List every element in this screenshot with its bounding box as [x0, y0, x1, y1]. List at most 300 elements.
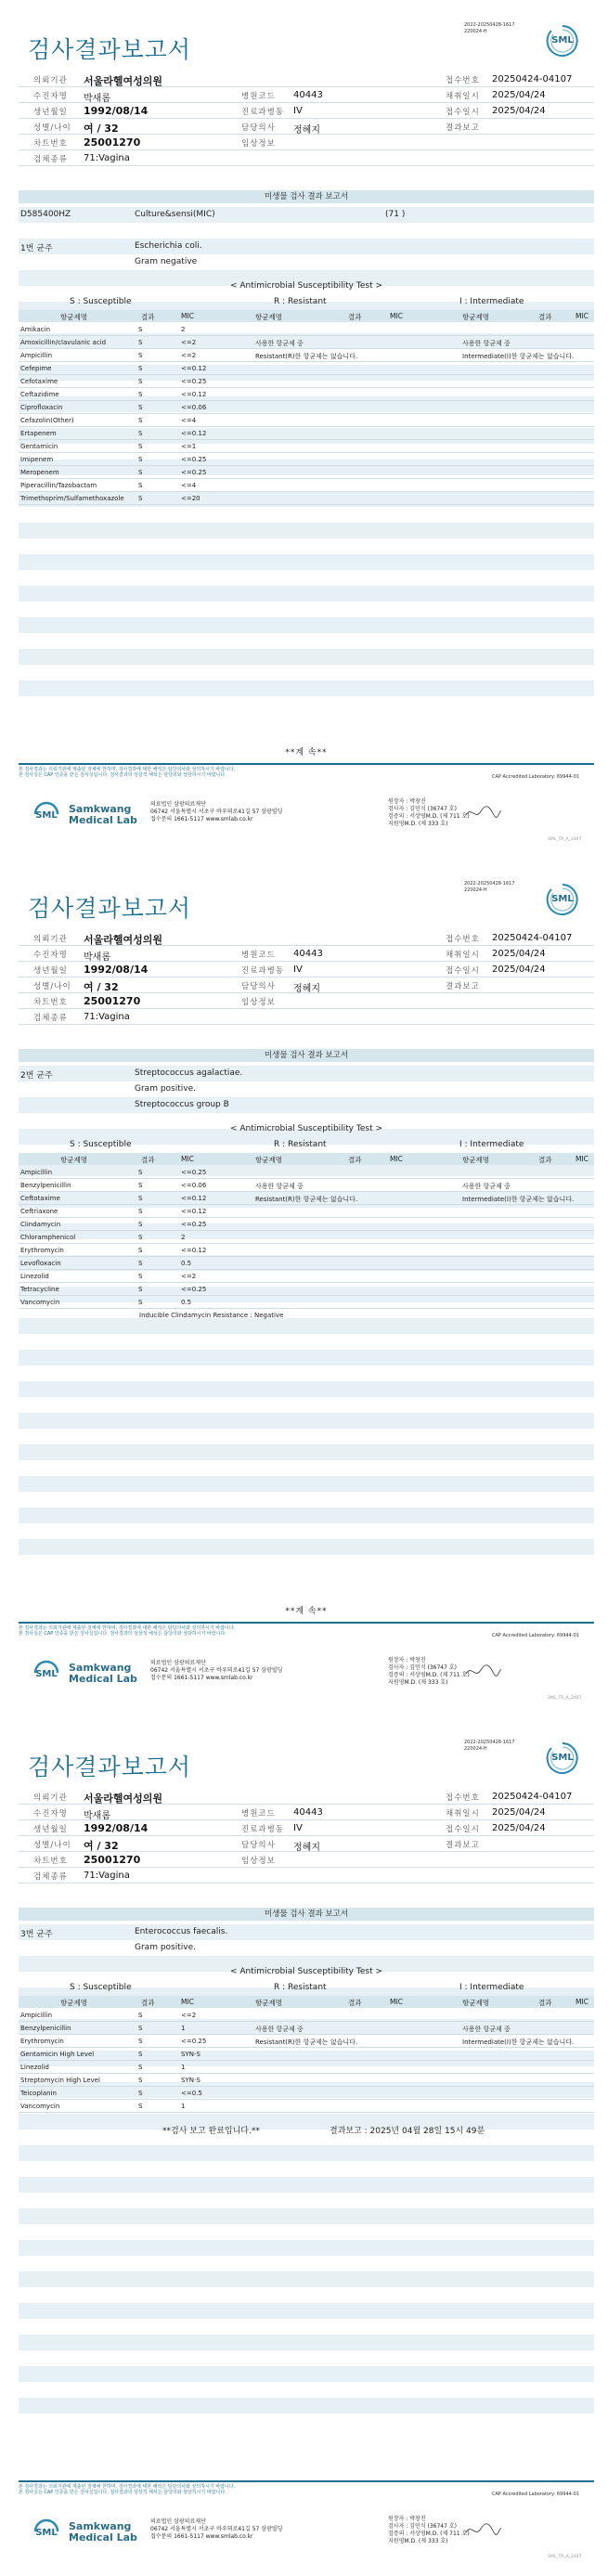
drug-mic: <=0.25	[181, 456, 207, 463]
col-result: 결과	[348, 1999, 362, 2007]
drug-mic: <=2	[181, 2012, 197, 2019]
patient-row	[19, 1805, 594, 1820]
drug-name: Ampicillin	[20, 1169, 53, 1176]
stripe-row	[19, 1413, 594, 1429]
drug-mic: <=0.12	[181, 430, 207, 437]
stripe-row	[19, 2287, 594, 2303]
caution-note	[19, 767, 235, 778]
value-collected: 2025/04/24	[492, 949, 546, 959]
stripe-row	[19, 2161, 594, 2177]
test-code: D585400HZ	[20, 210, 71, 219]
drug-result: S	[138, 456, 143, 463]
value-dept: IV	[293, 1823, 303, 1833]
patient-row	[19, 1009, 594, 1025]
col-result: 결과	[141, 1156, 155, 1164]
label-institution: 의뢰기관	[33, 1793, 68, 1803]
doctor-line: 원장자 : 박창진	[388, 1657, 426, 1663]
drug-result: S	[138, 2012, 143, 2019]
drug-mic: 2	[181, 326, 186, 333]
drug-name: Cefepime	[20, 365, 52, 372]
drug-name: Benzylpenicillin	[20, 1182, 71, 1189]
print-info-line: 2022-20250428-1617	[464, 881, 515, 887]
drug-row	[19, 2022, 594, 2035]
drug-row	[19, 1192, 594, 1205]
drug-name: Linezolid	[20, 1273, 49, 1280]
doctor-line: 지원영M.D. (제 333 호)	[388, 2538, 448, 2544]
value-name: 박새롬	[84, 952, 110, 963]
stripe-row	[19, 665, 594, 680]
form-code: SML_TR_A_2407	[548, 2555, 582, 2559]
ast-column-header	[19, 1153, 594, 1165]
address-line: 의료법인 삼광의료재단	[150, 2518, 206, 2525]
print-info	[464, 1740, 515, 1753]
report-title: 검사결과보고서	[28, 36, 192, 63]
col-result: 결과	[538, 1156, 552, 1164]
signing-doctors	[388, 2516, 470, 2545]
label-collected: 채취일시	[446, 951, 480, 960]
drug-row	[19, 349, 594, 362]
stripe-row	[19, 1460, 594, 1476]
patient-row	[19, 1852, 594, 1868]
report-page	[0, 0, 608, 859]
caution-line: 본 검사실은 CAP 인증을 받은 검사실입니다. 검사결과의 임상적 해석은 담당의와 상담하시기 바랍니다.	[19, 1631, 226, 1637]
isolate-label: 1번 균주	[20, 244, 53, 253]
no-resistant-note: 사용한 항균제 중	[255, 340, 304, 347]
value-received: 2025/04/24	[492, 964, 546, 975]
final-mark: **검사 보고 완료입니다.**	[162, 2127, 260, 2136]
drug-name: Gentamicin High Level	[20, 2051, 95, 2058]
stripe-row	[19, 1429, 594, 1444]
drug-result: S	[138, 1169, 143, 1176]
drug-result: S	[138, 1182, 143, 1189]
stripe-row	[19, 633, 594, 649]
drug-mic: <=0.25	[181, 1221, 207, 1228]
value-sex_age: 여 / 32	[84, 123, 119, 135]
drug-name: Piperacillin/Tazobactam	[20, 482, 97, 489]
print-info-line: 220024-H	[464, 29, 487, 34]
print-info-line: 2022-20250428-1617	[464, 1740, 515, 1745]
label-chart_no: 차트번호	[33, 998, 68, 1007]
drug-mic: <=0.06	[181, 404, 207, 411]
ast-column-header	[19, 1996, 594, 2008]
label-accession: 접수번호	[446, 935, 480, 944]
legend-susceptible: S : Susceptible	[70, 297, 132, 306]
stripe-row	[19, 2256, 594, 2272]
value-specimen: 71:Vagina	[84, 153, 130, 163]
no-resistant-note: 사용한 항균제 중	[255, 1183, 304, 1190]
patient-row	[19, 1789, 594, 1805]
caution-line: 본 검사결과는 의뢰기관에 제출된 검체에 한하며, 검사결과에 대한 해석은 담당의사와 상의하시기 바랍니다.	[19, 1625, 236, 1631]
drug-result: S	[138, 326, 143, 333]
value-chart_no: 25001270	[84, 136, 141, 149]
value-institution: 서울라헬여성의원	[84, 934, 163, 946]
drug-mic: <=0.12	[181, 1247, 207, 1254]
label-collected: 채취일시	[446, 92, 480, 101]
stripe-row	[19, 2129, 594, 2145]
drug-row	[19, 414, 594, 427]
drug-mic: 2	[181, 1234, 186, 1241]
legend-intermediate: I : Intermediate	[459, 297, 524, 306]
drug-name: Tetracycline	[20, 1286, 59, 1293]
drug-mic: SYN-S	[181, 2077, 201, 2084]
label-accession: 접수번호	[446, 1793, 480, 1803]
signature-icon	[464, 1661, 503, 1685]
col-result: 결과	[348, 1156, 362, 1164]
sml-logo-text: SML	[35, 810, 58, 821]
col-drug: 항균제명	[255, 1156, 282, 1164]
sml-logo-text: SML	[35, 2528, 58, 2538]
value-name: 박새롬	[84, 94, 110, 104]
drug-result: S	[138, 2103, 143, 2110]
address-line: 접수문의 1661-5117 www.smlab.co.kr	[150, 816, 253, 822]
address-line: 의료법인 삼광의료재단	[150, 801, 206, 808]
stripe-row	[19, 1523, 594, 1539]
patient-row	[19, 1836, 594, 1852]
stripe-row	[19, 507, 594, 523]
value-dob: 1992/08/14	[84, 1822, 149, 1834]
stripe-row	[19, 1476, 594, 1492]
value-accession: 20250424-04107	[492, 1792, 573, 1802]
lab-address	[150, 2518, 282, 2541]
sml-logo-text: SML	[551, 35, 574, 45]
legend-resistant: R : Resistant	[274, 297, 327, 306]
drug-row	[19, 1205, 594, 1218]
label-hospital_code: 병원코드	[241, 1809, 276, 1819]
drug-name: Vancomycin	[20, 2103, 60, 2110]
value-accession: 20250424-04107	[492, 933, 573, 943]
drug-result: S	[138, 2077, 143, 2084]
stripe-row	[19, 254, 594, 270]
value-sex_age: 여 / 32	[84, 981, 119, 993]
value-dob: 1992/08/14	[84, 964, 149, 976]
drug-name: Teicoplanin	[20, 2090, 57, 2097]
no-resistant-note: Resistant(R)한 항균제는 없습니다.	[255, 1196, 358, 1203]
no-intermediate-note: 사용한 항균제 중	[462, 340, 511, 347]
value-collected: 2025/04/24	[492, 90, 546, 100]
drug-mic: <=0.12	[181, 365, 207, 372]
drug-mic: <=0.25	[181, 469, 207, 476]
stripe-row	[19, 1397, 594, 1413]
legend-resistant: R : Resistant	[274, 1983, 327, 1992]
no-intermediate-note: 사용한 항균제 중	[462, 1183, 511, 1190]
drug-name: Ampicillin	[20, 2012, 53, 2019]
label-reported: 결과보고	[446, 1841, 480, 1850]
patient-row	[19, 946, 594, 962]
no-intermediate-note: Intermediate(I)한 항균제는 없습니다.	[462, 353, 575, 360]
col-mic: MIC	[576, 1998, 589, 2006]
caution-note	[19, 2484, 235, 2495]
drug-name: Meropenem	[20, 469, 59, 476]
drug-mic: <=20	[181, 495, 201, 502]
drug-mic: <=0.12	[181, 1208, 207, 1215]
drug-mic: <=4	[181, 482, 197, 489]
label-clinical: 임상정보	[241, 139, 276, 149]
drug-mic: <=4	[181, 417, 197, 424]
drug-row	[19, 2087, 594, 2100]
value-institution: 서울라헬여성의원	[84, 1793, 163, 1805]
drug-mic: 0.5	[181, 1260, 192, 1267]
stripe-row	[19, 1350, 594, 1366]
caution-line: 본 검사실은 CAP 인증을 받은 검사실입니다. 검사결과의 임상적 해석은 담당의와 상담하시기 바랍니다.	[19, 2490, 226, 2495]
drug-name: Imipenem	[20, 456, 54, 463]
drug-mic: 0.5	[181, 1299, 192, 1306]
drug-name: Erythromycin	[20, 1247, 64, 1254]
value-doctor: 정혜지	[293, 984, 320, 994]
stripe-row	[19, 680, 594, 696]
col-result: 결과	[538, 1999, 552, 2007]
stripe-row	[19, 2382, 594, 2398]
organism-line: Streptococcus group B	[135, 1100, 229, 1109]
drug-name: Cefotaxime	[20, 378, 58, 385]
drug-row	[19, 1179, 594, 1192]
doctor-line: 검사자 : 김민식 (36747 호)	[388, 2523, 457, 2530]
drug-result: S	[138, 339, 143, 346]
drug-row	[19, 375, 594, 388]
cap-accreditation: CAP Accredited Laboratory: 69944-01	[492, 1633, 579, 1638]
drug-name: Ciprofloxacin	[20, 404, 63, 411]
drug-row	[19, 2035, 594, 2048]
print-info	[464, 881, 515, 894]
doctor-line: 검사자 : 김민식 (36747 호)	[388, 1664, 457, 1671]
legend-resistant: R : Resistant	[274, 1140, 327, 1149]
drug-name: Benzylpenicillin	[20, 2025, 71, 2032]
label-received: 접수일시	[446, 1825, 480, 1834]
drug-result: S	[138, 365, 143, 372]
brand-line: Medical Lab	[69, 1673, 137, 1685]
drug-name: Levofloxacin	[20, 1260, 61, 1267]
label-clinical: 임상정보	[241, 1857, 276, 1866]
drug-row	[19, 2061, 594, 2074]
drug-name: Amikacin	[20, 326, 51, 333]
label-name: 수진자명	[33, 951, 68, 960]
drug-name: Streptomycin High Level	[20, 2077, 100, 2084]
value-sex_age: 여 / 32	[84, 1840, 119, 1852]
sml-logo-icon	[32, 2518, 61, 2545]
form-code: SML_TR_A_2407	[548, 837, 582, 842]
drug-result: S	[138, 1299, 143, 1306]
sml-logo-icon	[546, 24, 579, 58]
drug-result: S	[138, 495, 143, 502]
doctor-line: 검증의 : 서상영M.D. (제 711 호)	[388, 1672, 470, 1678]
label-doctor: 담당의사	[241, 1841, 276, 1850]
caution-note	[19, 1625, 235, 1637]
stripe-row	[19, 538, 594, 554]
ast-legend	[19, 1983, 594, 1994]
drug-row	[19, 1283, 594, 1296]
drug-row	[19, 440, 594, 453]
value-doctor: 정혜지	[293, 125, 320, 136]
test-count: (71 )	[385, 210, 406, 219]
brand-name	[69, 804, 137, 826]
drug-mic: <=1	[181, 443, 197, 450]
ast-title: < Antimicrobial Susceptibility Test >	[230, 1124, 382, 1133]
signing-doctors	[388, 1657, 470, 1687]
drug-row	[19, 336, 594, 349]
stripe-row	[19, 1066, 594, 1081]
patient-row	[19, 993, 594, 1009]
drug-name: Ampicillin	[20, 352, 53, 359]
section-title: 미생물 검사 결과 보고서	[19, 1908, 594, 1921]
stripe-row	[19, 2145, 594, 2161]
organism-line: Escherichia coli.	[135, 241, 202, 251]
stripe-row	[19, 1366, 594, 1381]
label-name: 수진자명	[33, 1809, 68, 1819]
signing-doctors	[388, 798, 470, 828]
cap-accreditation: CAP Accredited Laboratory: 69944-01	[492, 2492, 579, 2497]
sml-logo-icon	[546, 1741, 579, 1775]
report-page	[0, 859, 608, 1717]
stripe-row	[19, 1334, 594, 1350]
label-specimen: 검체종류	[33, 155, 68, 164]
organism-line: Gram positive.	[135, 1943, 196, 1952]
stripe-row	[19, 2240, 594, 2256]
inducible-clindamycin-note: Inducible Clindamycin Resistance : Negative	[139, 1312, 284, 1319]
col-mic: MIC	[181, 1998, 194, 2006]
label-sex_age: 성별/나이	[33, 1841, 71, 1850]
stripe-row	[19, 1444, 594, 1460]
col-drug: 항균제명	[462, 1999, 489, 2007]
label-dept: 진료과병동	[241, 966, 285, 976]
ast-title: < Antimicrobial Susceptibility Test >	[230, 281, 382, 291]
stripe-row	[19, 2193, 594, 2208]
drug-mic: <=0.06	[181, 1182, 207, 1189]
brand-line: Samkwang	[69, 2520, 132, 2532]
organism-line: Gram positive.	[135, 1084, 196, 1094]
patient-row	[19, 71, 594, 87]
stripe-row	[19, 239, 594, 254]
value-specimen: 71:Vagina	[84, 1012, 130, 1022]
stripe-row	[19, 1940, 594, 1956]
label-doctor: 담당의사	[241, 123, 276, 133]
label-hospital_code: 병원코드	[241, 951, 276, 960]
legend-susceptible: S : Susceptible	[70, 1140, 132, 1149]
ast-column-header	[19, 310, 594, 322]
value-specimen: 71:Vagina	[84, 1871, 130, 1881]
patient-row	[19, 962, 594, 977]
label-dob: 생년월일	[33, 966, 68, 976]
legend-intermediate: I : Intermediate	[459, 1983, 524, 1992]
stripe-row	[19, 617, 594, 633]
doctor-line: 지원영M.D. (제 333 호)	[388, 821, 448, 827]
col-drug: 항균제명	[60, 1999, 87, 2007]
col-mic: MIC	[181, 1155, 194, 1163]
label-dept: 진료과병동	[241, 1825, 285, 1834]
label-dob: 생년월일	[33, 1825, 68, 1834]
footer-divider	[19, 2480, 594, 2482]
continue-mark: **계 속**	[285, 1607, 328, 1616]
col-result: 결과	[348, 313, 362, 321]
drug-name: Amoxicillin/clavulanic acid	[20, 339, 107, 346]
drug-row	[19, 479, 594, 492]
stripe-row	[19, 2319, 594, 2335]
address-line: 접수문의 1661-5117 www.smlab.co.kr	[150, 2533, 253, 2540]
drug-name: Cefazolin(Other)	[20, 417, 74, 424]
test-name: Culture&sensi(MIC)	[135, 210, 215, 219]
drug-mic: <=0.25	[181, 2038, 207, 2045]
value-dob: 1992/08/14	[84, 105, 149, 117]
section-title: 미생물 검사 결과 보고서	[19, 1049, 594, 1062]
value-dept: IV	[293, 964, 303, 975]
brand-line: Medical Lab	[69, 2531, 137, 2544]
no-intermediate-note: Intermediate(I)한 항균제는 없습니다.	[462, 1196, 575, 1203]
drug-result: S	[138, 417, 143, 424]
stripe-row	[19, 2224, 594, 2240]
stripe-row	[19, 1097, 594, 1113]
drug-name: Vancomycin	[20, 1299, 60, 1306]
isolate-label: 2번 균주	[20, 1071, 53, 1081]
col-result: 결과	[141, 313, 155, 321]
stripe-row	[19, 602, 594, 617]
stripe-row	[19, 1508, 594, 1523]
sml-logo-icon	[32, 800, 61, 828]
drug-result: S	[138, 1221, 143, 1228]
label-name: 수진자명	[33, 92, 68, 101]
signature-icon	[464, 2519, 503, 2544]
report-title: 검사결과보고서	[28, 895, 192, 922]
label-dept: 진료과병동	[241, 108, 285, 117]
form-code: SML_TR_A_2407	[548, 1696, 582, 1701]
drug-mic: <=2	[181, 1273, 197, 1280]
no-resistant-note: 사용한 항균제 중	[255, 2026, 304, 2033]
address-line: 06742 서울특별시 서초구 바우뫼로41길 57 삼광빌딩	[150, 809, 283, 815]
drug-mic: <=0.25	[181, 1169, 207, 1176]
label-accession: 접수번호	[446, 76, 480, 85]
value-doctor: 정혜지	[293, 1843, 320, 1853]
address-line: 의료법인 삼광의료재단	[150, 1660, 206, 1666]
col-drug: 항균제명	[462, 313, 489, 321]
drug-result: S	[138, 1260, 143, 1267]
signature-icon	[464, 802, 503, 826]
drug-name: Ceftazidime	[20, 391, 59, 398]
drug-result: S	[138, 469, 143, 476]
organism-line: Gram negative	[135, 257, 198, 266]
drug-row	[19, 388, 594, 401]
doctor-line: 검사자 : 김민식 (36747 호)	[388, 806, 457, 812]
no-resistant-note: Resistant(R)한 항균제는 없습니다.	[255, 2039, 358, 2046]
organism-line: Streptococcus agalactiae.	[135, 1068, 243, 1078]
ast-title: < Antimicrobial Susceptibility Test >	[230, 1967, 382, 1976]
drug-row	[19, 427, 594, 440]
value-hospital_code: 40443	[293, 1807, 323, 1818]
drug-name: Ertapenem	[20, 430, 57, 437]
drug-row	[19, 1244, 594, 1257]
organism-line: Enterococcus faecalis.	[135, 1927, 228, 1936]
drug-result: S	[138, 1247, 143, 1254]
col-mic: MIC	[390, 312, 403, 320]
stripe-row	[19, 2272, 594, 2287]
drug-row	[19, 362, 594, 375]
sml-logo-text: SML	[551, 1753, 574, 1763]
patient-row	[19, 150, 594, 166]
drug-name: Linezolid	[20, 2064, 49, 2071]
col-mic: MIC	[390, 1155, 403, 1163]
drug-name: Trimethoprim/Sulfamethoxazole	[20, 495, 124, 502]
value-name: 박새롬	[84, 1811, 110, 1821]
value-dept: IV	[293, 106, 303, 116]
drug-row	[19, 1218, 594, 1231]
page-header	[0, 0, 608, 65]
stripe-row	[19, 2350, 594, 2366]
label-received: 접수일시	[446, 966, 480, 976]
address-line: 06742 서울특별시 서초구 바우뫼로41길 57 삼광빌딩	[150, 1667, 283, 1674]
stripe-row	[19, 554, 594, 570]
brand-name	[69, 1663, 137, 1685]
drug-result: S	[138, 378, 143, 385]
stripe-row	[19, 1381, 594, 1397]
patient-row	[19, 135, 594, 150]
label-specimen: 검체종류	[33, 1872, 68, 1882]
drug-row	[19, 466, 594, 479]
